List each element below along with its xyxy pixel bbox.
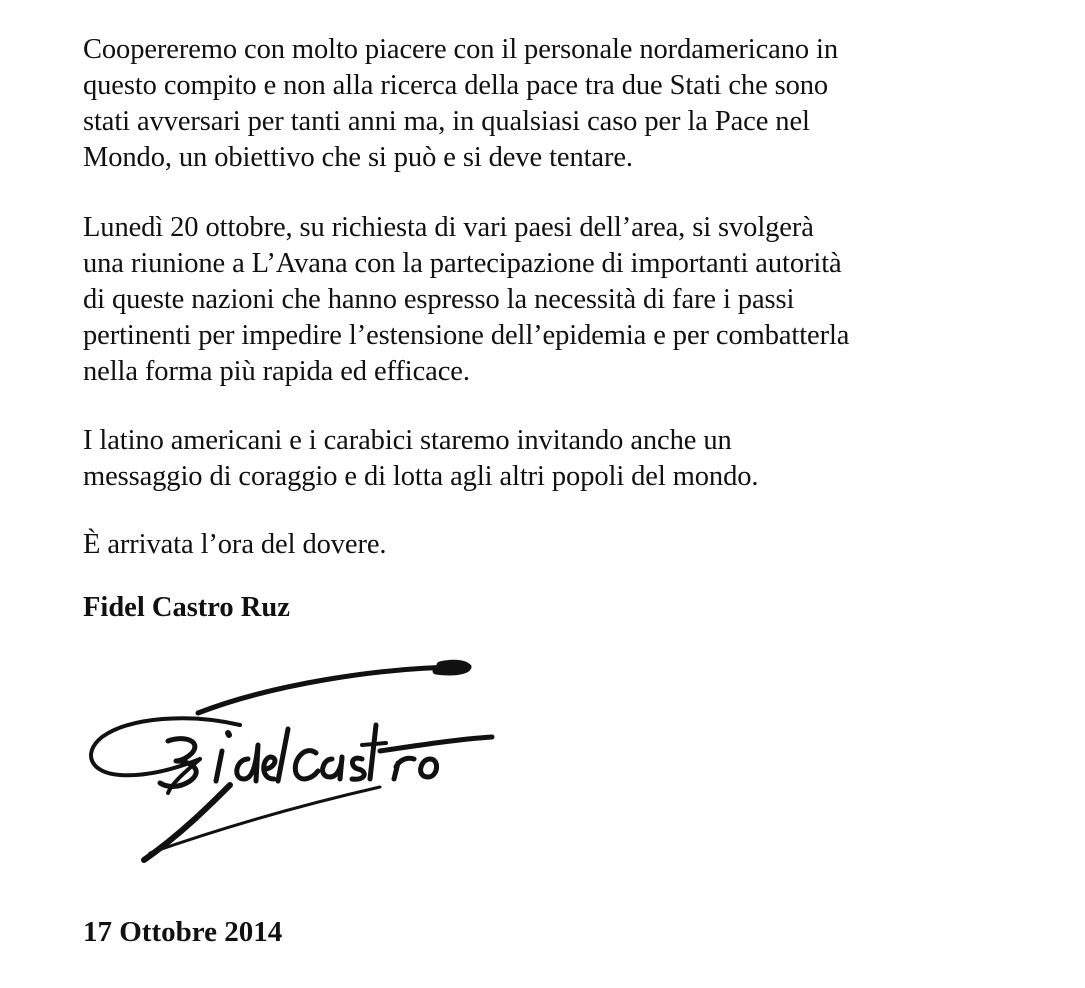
- paragraph-line: stati avversari per tanti anni ma, in qualsiasi caso per la Pace nel: [83, 106, 810, 137]
- paragraph-meeting: [83, 210, 849, 390]
- paragraph-line: di queste nazioni che hanno espresso la necessità di fare i passi: [83, 284, 795, 315]
- paragraph-line: Lunedì 20 ottobre, su richiesta di vari paesi dell’area, si svolgerà: [83, 212, 814, 243]
- document-date: 17 Ottobre 2014: [83, 916, 283, 948]
- author-name: Fidel Castro Ruz: [83, 592, 290, 623]
- paragraph-line: nella forma più rapida ed efficace.: [83, 356, 470, 387]
- paragraph-line: È arrivata l’ora del dovere.: [83, 529, 387, 560]
- paragraph-line: questo compito e non alla ricerca della pace tra due Stati che sono: [83, 70, 829, 101]
- paragraph-line: messaggio di coraggio e di lotta agli altri popoli del mondo.: [83, 461, 759, 492]
- handwritten-signature: [80, 655, 510, 870]
- paragraph-closing: [83, 527, 386, 563]
- paragraph-cooperation: [83, 32, 838, 176]
- paragraph-line: Mondo, un obiettivo che si può e si deve tentare.: [83, 142, 633, 173]
- paragraph-line: pertinenti per impedire l’estensione dell’epidemia e per combatterla: [83, 320, 850, 351]
- paragraph-line: I latino americani e i carabici staremo invitando anche un: [83, 425, 732, 456]
- paragraph-message: [83, 423, 758, 495]
- paragraph-line: Coopereremo con molto piacere con il personale nordamericano in: [83, 34, 838, 65]
- paragraph-line: una riunione a L’Avana con la partecipazione di importanti autorità: [83, 248, 842, 279]
